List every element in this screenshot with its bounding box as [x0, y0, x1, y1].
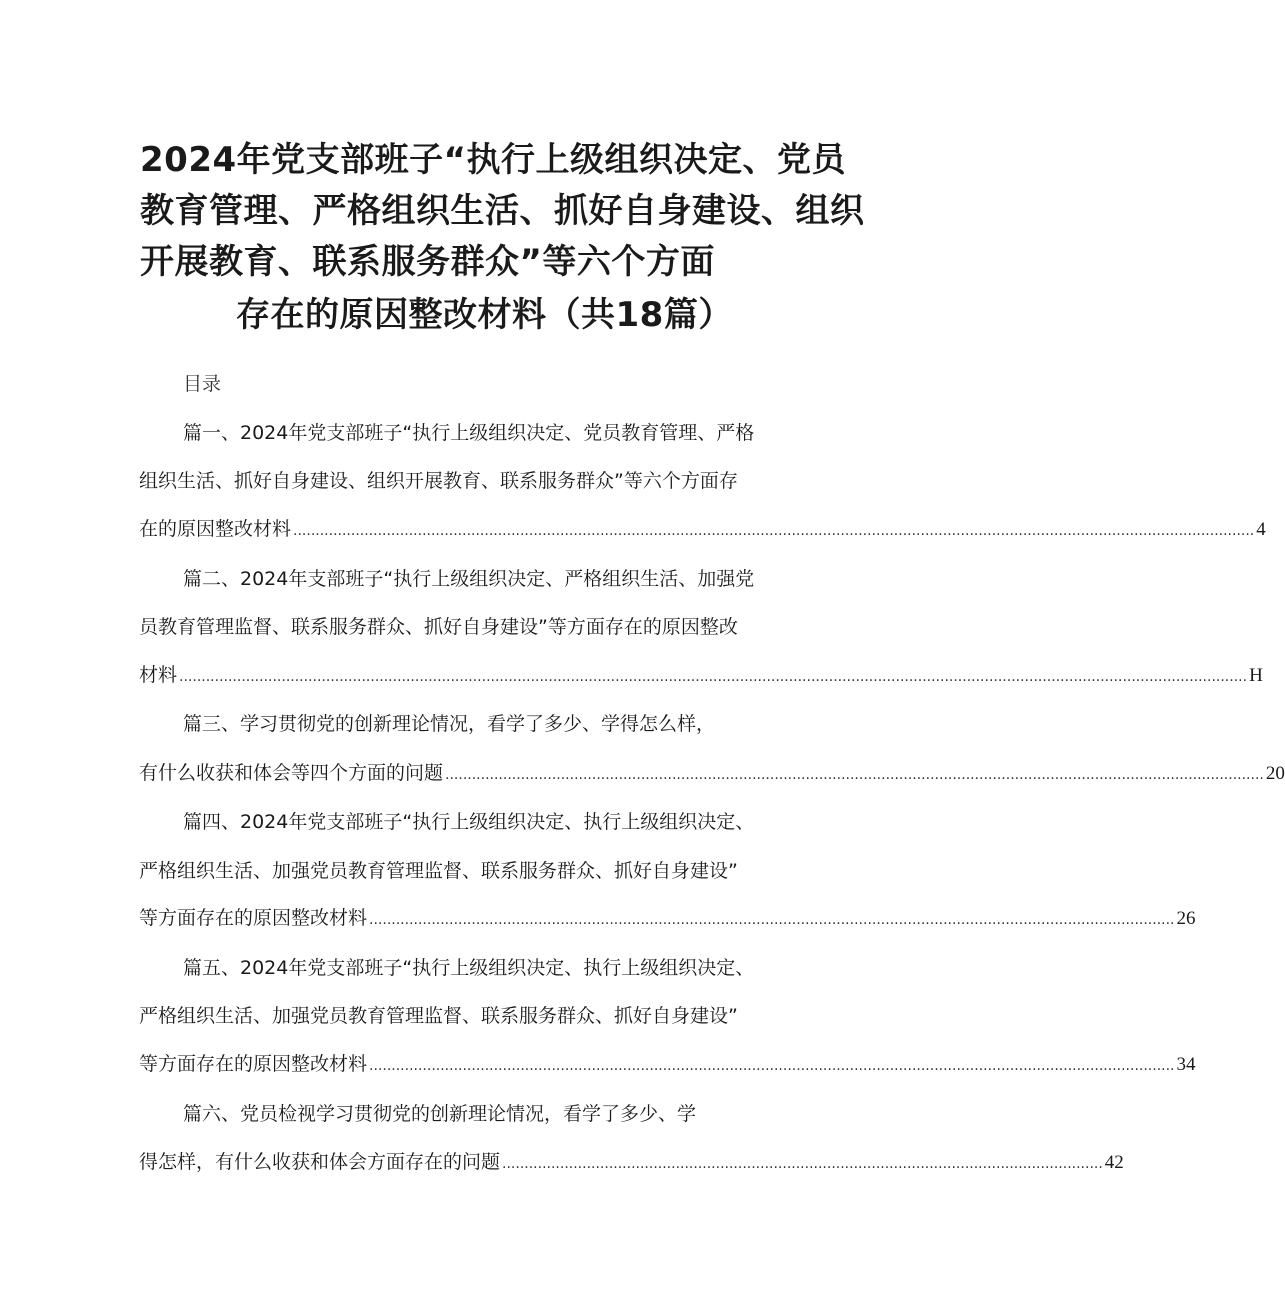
toc-entry-5-line-1[interactable]: 篇五、2024年党支部班子“执行上级组织决定、执行上级组织决定、 — [183, 957, 755, 979]
toc-entry-5-line-2[interactable]: 严格组织生活、加强党员教育管理监督、联系服务群众、抓好自身建设” — [139, 1005, 738, 1027]
toc-leader-dots: ..................................................................................................................................................................................... — [369, 912, 1175, 928]
toc-entry-1-text: 在的原因整改材料 — [139, 518, 292, 540]
title-line-4: 存在的原因整改材料（共18篇） — [236, 295, 733, 335]
toc-entry-1-last-line[interactable] — [139, 515, 1266, 545]
toc-entry-6-page: 42 — [1104, 1152, 1124, 1173]
toc-leader-dots: ........................................................................................................................................................................................ — [445, 767, 1264, 783]
toc-entry-5-last-line[interactable] — [139, 1050, 1196, 1080]
toc-entry-1-line-1[interactable]: 篇一、2024年党支部班子“执行上级组织决定、党员教育管理、严格 — [183, 422, 755, 444]
toc-leader-dots: ..................................................................................................................................................................................... — [369, 1058, 1175, 1074]
toc-leader-dots: ................................................................................................................................................................................................................................................ — [179, 669, 1248, 685]
toc-entry-2-text: 材料 — [139, 664, 178, 686]
toc-entry-6-text: 得怎样，有什么收获和体会方面存在的问题 — [139, 1151, 501, 1173]
toc-entry-4-page: 26 — [1176, 908, 1196, 929]
title-line-1: 2024年党支部班子“执行上级组织决定、党员 — [140, 140, 846, 180]
toc-heading: 目录 — [183, 373, 222, 395]
toc-entry-2-last-line[interactable] — [139, 661, 1263, 691]
toc-entry-4-text: 等方面存在的原因整改材料 — [139, 907, 368, 929]
toc-entry-4-last-line[interactable] — [139, 904, 1196, 934]
toc-entry-6-last-line[interactable] — [139, 1148, 1124, 1178]
toc-leader-dots: ........................................................................................................................................................................................................................ — [293, 523, 1255, 539]
title-line-3: 开展教育、联系服务群众”等六个方面 — [140, 242, 715, 282]
toc-entry-4-line-1[interactable]: 篇四、2024年党支部班子“执行上级组织决定、执行上级组织决定、 — [183, 811, 755, 833]
toc-entry-3-text: 有什么收获和体会等四个方面的问题 — [139, 762, 444, 784]
toc-entry-3-page: 20 — [1265, 763, 1285, 784]
toc-entry-1-page: 4 — [1256, 519, 1266, 540]
toc-leader-dots: ....................................................................................................................................... — [502, 1156, 1103, 1172]
toc-entry-3-last-line[interactable] — [139, 759, 1285, 789]
toc-entry-4-line-2[interactable]: 严格组织生活、加强党员教育管理监督、联系服务群众、抓好自身建设” — [139, 860, 738, 882]
toc-entry-3-line-1[interactable]: 篇三、学习贯彻党的创新理论情况，看学了多少、学得怎么样， — [183, 713, 716, 735]
toc-entry-5-text: 等方面存在的原因整改材料 — [139, 1053, 368, 1075]
toc-entry-2-line-1[interactable]: 篇二、2024年支部班子“执行上级组织决定、严格组织生活、加强党 — [183, 568, 755, 590]
toc-entry-2-page: H — [1249, 665, 1263, 686]
toc-entry-6-line-1[interactable]: 篇六、党员检视学习贯彻党的创新理论情况，看学了多少、学 — [183, 1103, 697, 1125]
toc-entry-1-line-2[interactable]: 组织生活、抓好自身建设、组织开展教育、联系服务群众”等六个方面存 — [139, 470, 738, 492]
title-line-2: 教育管理、严格组织生活、抓好自身建设、组织 — [140, 191, 865, 231]
toc-entry-2-line-2[interactable]: 员教育管理监督、联系服务群众、抓好自身建设”等方面存在的原因整改 — [139, 616, 738, 638]
toc-entry-5-page: 34 — [1176, 1054, 1196, 1075]
